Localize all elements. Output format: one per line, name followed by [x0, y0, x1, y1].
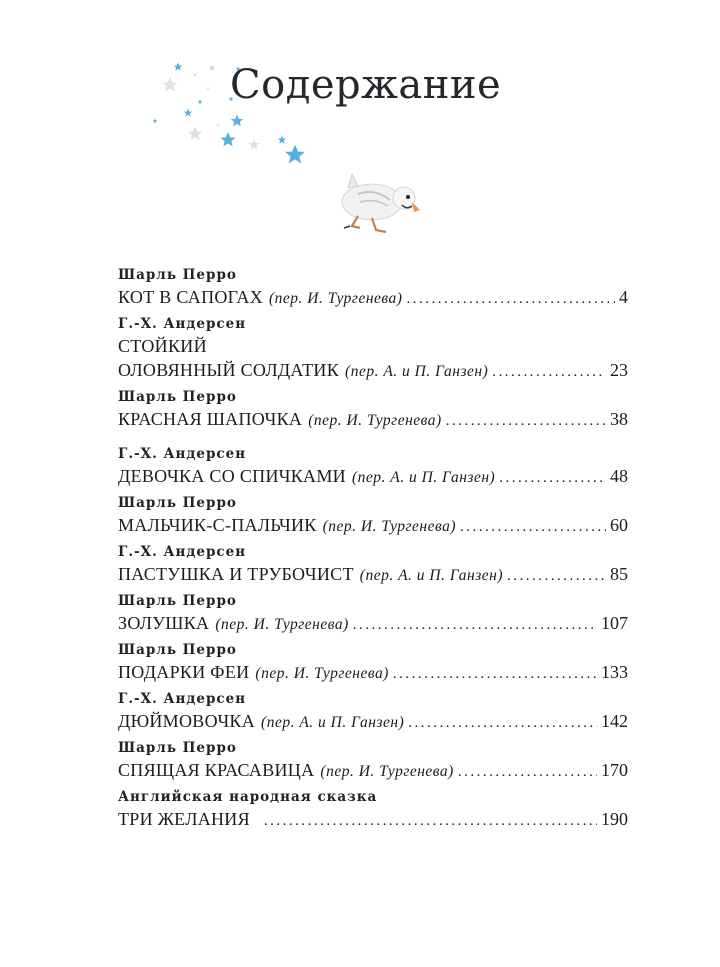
toc-author: Г.-Х. Андерсен: [118, 544, 247, 560]
toc-title[interactable]: ПАСТУШКА И ТРУБОЧИСТ: [118, 564, 354, 584]
toc-translator: (пер. И. Тургенева): [215, 616, 349, 633]
toc-title[interactable]: ЗОЛУШКА: [118, 613, 210, 633]
toc-translator: (пер. И. Тургенева): [269, 290, 403, 307]
toc-page-number[interactable]: 170: [601, 760, 628, 780]
toc-title[interactable]: СПЯЩАЯ КРАСАВИЦА: [118, 760, 315, 780]
toc-author: Английская народная сказка: [118, 789, 378, 805]
toc-entry[interactable]: [118, 543, 628, 588]
toc-leader-dots: [446, 409, 606, 433]
toc-title[interactable]: ПОДАРКИ ФЕИ: [118, 662, 250, 682]
toc-author: Шарль Перро: [118, 740, 237, 756]
toc-leader-dots: [492, 360, 606, 384]
toc-leader-dots: [458, 760, 597, 784]
toc-title-line-1[interactable]: СТОЙКИЙ: [118, 336, 207, 356]
toc-leader-dots: [507, 564, 606, 588]
toc-page-number[interactable]: 190: [601, 809, 628, 829]
toc-author: Г.-Х. Андерсен: [118, 691, 247, 707]
toc-translator: (пер. А. и П. Ганзен): [345, 363, 489, 380]
toc-leader-dots: [499, 466, 606, 490]
toc-title[interactable]: ДЮЙМОВОЧКА: [118, 711, 256, 731]
toc-translator: (пер. И. Тургенева): [320, 763, 454, 780]
toc-leader-dots: [264, 809, 597, 833]
toc-author: Шарль Перро: [118, 267, 237, 283]
page-title: Содержание: [230, 62, 502, 108]
toc-entry[interactable]: [118, 739, 628, 784]
toc-entry[interactable]: [118, 266, 628, 311]
toc-page-number[interactable]: 107: [601, 613, 628, 633]
toc-title[interactable]: ТРИ ЖЕЛАНИЯ: [118, 809, 250, 829]
toc-page-number[interactable]: 23: [610, 360, 628, 380]
toc-page-number[interactable]: 48: [610, 466, 628, 486]
toc-title[interactable]: ОЛОВЯННЫЙ СОЛДАТИК: [118, 360, 340, 380]
toc-leader-dots: [460, 515, 606, 539]
toc-leader-dots: [353, 613, 597, 637]
toc-entry[interactable]: [118, 388, 628, 433]
toc-page-number[interactable]: 60: [610, 515, 628, 535]
toc-entry[interactable]: [118, 592, 628, 637]
toc-entry[interactable]: [118, 641, 628, 686]
toc-translator: (пер. А. и П. Ганзен): [359, 567, 504, 584]
toc-author: Шарль Перро: [118, 389, 237, 405]
toc-title[interactable]: МАЛЬЧИК-С-ПАЛЬЧИК: [118, 515, 317, 535]
toc-entry[interactable]: [118, 445, 628, 490]
toc-entry[interactable]: [118, 788, 628, 833]
toc-page-number[interactable]: 85: [610, 564, 628, 584]
toc-title[interactable]: ДЕВОЧКА СО СПИЧКАМИ: [118, 466, 346, 486]
toc-translator: (пер. И. Тургенева): [322, 518, 457, 535]
toc-leader-dots: [406, 287, 615, 311]
toc-translator: (пер. И. Тургенева): [255, 665, 389, 682]
toc-title[interactable]: КОТ В САПОГАХ: [118, 287, 264, 307]
toc-translator: (пер. А. и П. Ганзен): [351, 469, 496, 486]
toc-author: Г.-Х. Андерсен: [118, 446, 247, 462]
toc-page-number[interactable]: 38: [610, 409, 628, 429]
toc-author: Шарль Перро: [118, 495, 237, 511]
toc-author: Г.-Х. Андерсен: [118, 316, 247, 332]
toc-entry[interactable]: [118, 690, 628, 735]
toc-page-number[interactable]: 142: [601, 711, 628, 731]
table-of-contents: [118, 266, 628, 837]
toc-page-number[interactable]: 133: [601, 662, 628, 682]
toc-author: Шарль Перро: [118, 642, 237, 658]
toc-title[interactable]: КРАСНАЯ ШАПОЧКА: [118, 409, 303, 429]
toc-leader-dots: [408, 711, 597, 735]
toc-author: Шарль Перро: [118, 593, 237, 609]
toc-entry[interactable]: [118, 315, 628, 384]
gosling-illustration-icon: [330, 160, 430, 240]
toc-page-number[interactable]: 4: [619, 287, 628, 307]
toc-leader-dots: [393, 662, 597, 686]
toc-translator: (пер. А. и П. Ганзен): [261, 714, 405, 731]
toc-translator: (пер. И. Тургенева): [308, 412, 442, 429]
toc-entry[interactable]: [118, 494, 628, 539]
